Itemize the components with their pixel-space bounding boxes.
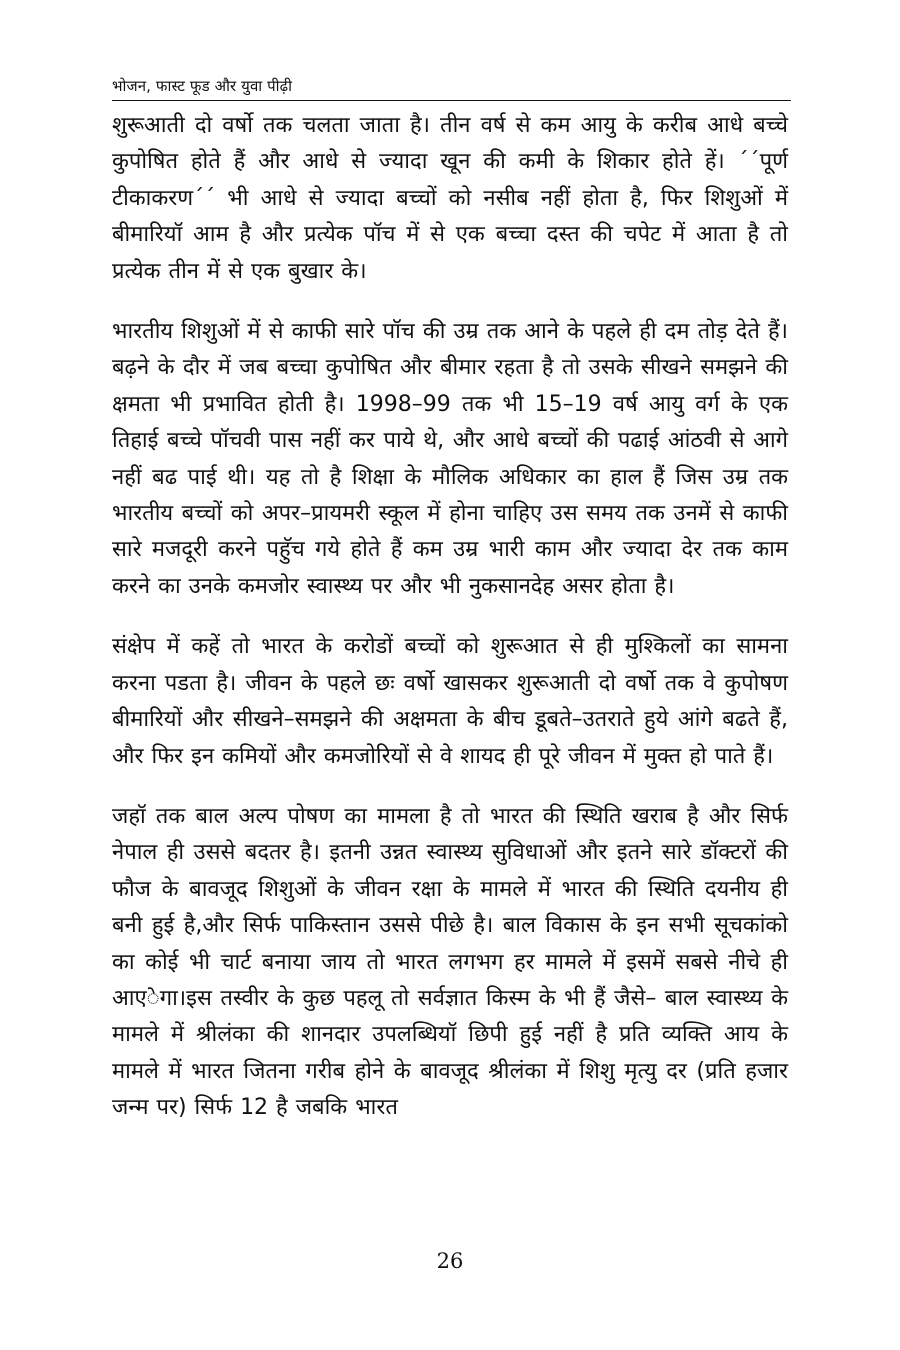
page-body xyxy=(112,108,788,1151)
paragraph-1: शुरूआती दो वर्षो तक चलता जाता है। तीन वर्ष से कम आयु के करीब आधे बच्चे कुपोषित होते हैं और आधे से ज्यादा खून की कमी के शिकार होते हें। ´´पूर्ण टीकाकरण´´ भी आधे से ज्यादा बच्चों को नसीब नहीं होता है, फिर शिशुओं में बीमारियॉ आम है और प्रत्येक पॉच में से एक बच्चा दस्त की चपेट में आता है तो प्रत्येक तीन में से एक बुखार के। xyxy=(112,113,788,284)
header-divider xyxy=(112,100,791,101)
paragraph-4: जहॉ तक बाल अल्प पोषण का मामला है तो भारत की स्थिति खराब है और सिर्फ नेपाल ही उससे बदतर है। इतनी उन्नत स्वास्थ्य सुविधाओं और इतने सारे डॉक्टरों की फौज के बावजूद शिशुओं के जीवन रक्षा के मामले में भारत की स्थिति दयनीय ही बनी हुई है,और सिर्फ पाकिस्तान उससे पीछे है। बाल विकास के इन सभी सूचकांको का कोई भी चार्ट बनाया जाय तो भारत लगभग हर मामले में इसमें सबसे नीचे ही आएेगा।इस तस्वीर के कुछ पहलू तो सर्वज्ञात किस्म के भी हैं जैसे– बाल स्वास्थ्य के मामले में श्रीलंका की शानदार उपलब्धियॉ छिपी हुई नहीं है प्रति व्यक्ति आय के मामले में भारत जितना गरीब होने के बावजूद श्रीलंका में शिशु मृत्यु दर (प्रति हजार जन्म पर) सिर्फ 12 है जबकि भारत xyxy=(112,803,788,1121)
paragraph-2: भारतीय शिशुओं में से काफी सारे पॉच की उम्र तक आने के पहले ही दम तोड़ देते हैं। बढ़ने के दौर में जब बच्चा कुपोषित और बीमार रहता है तो उसके सीखने समझने की क्षमता भी प्रभावित होती है। 1998–99 तक भी 15–19 वर्ष आयु वर्ग के एक तिहाई बच्चे पॉचवी पास नहीं कर पाये थे, और आधे बच्चों की पढाई आंठवी से आगे नहीं बढ पाई थी। यह तो है शिक्षा के मौलिक अधिकार का हाल हैं जिस उम्र तक भारतीय बच्चों को अपर–प्रायमरी स्कूल में होना चाहिए उस समय तक उनमें से काफी सारे मजदूरी करने पहॅुच गये होते हैं कम उम्र भारी काम और ज्यादा देर तक काम करने का उनके कमजोर स्वास्थ्य पर और भी नुकसानदेह असर होता है। xyxy=(112,319,788,599)
running-header-title: भोजन, फास्ट फूड और युवा पीढ़ी xyxy=(112,77,293,95)
paragraph-3: संक्षेप में कहें तो भारत के करोडों बच्चों को शुरूआत से ही मुश्किलों का सामना करना पडता है। जीवन के पहले छः वर्षो खासकर शुरूआती दो वर्षो तक वे कुपोषण बीमारियों और सीखने–समझने की अक्षमता के बीच डूबते–उतराते हुये आंगे बढते हैं, और फिर इन कमियों और कमजोरियों से वे शायद ही पूरे जीवन में मुक्त हो पाते हैं। xyxy=(112,634,788,769)
page-number: 26 xyxy=(436,1249,464,1273)
